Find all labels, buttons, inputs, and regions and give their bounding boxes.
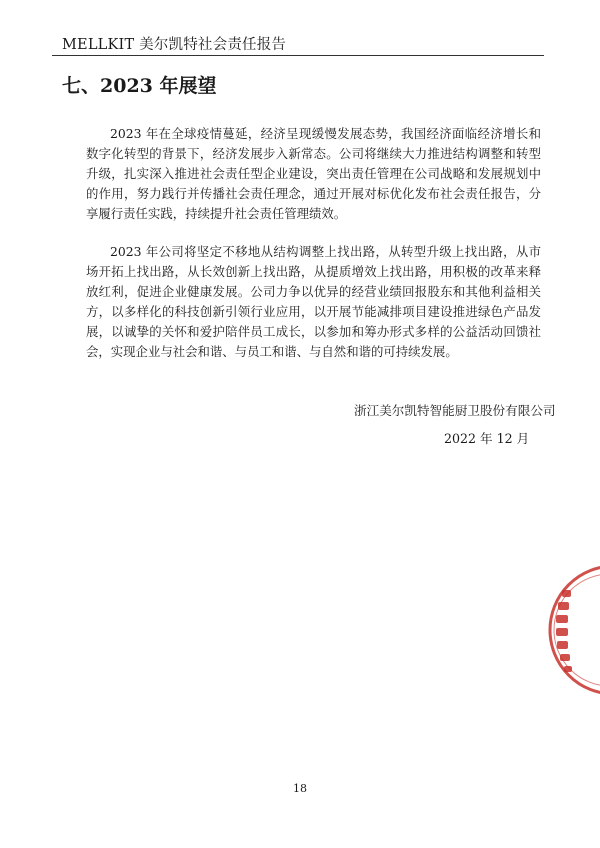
report-header: MELLKIT 美尔凯特社会责任报告 — [62, 37, 287, 53]
header-divider — [52, 55, 544, 56]
signature-company: 浙江美尔凯特智能厨卫股份有限公司 — [354, 403, 556, 418]
signature-date: 2022 年 12 月 — [444, 431, 530, 446]
section-title: 七、2023 年展望 — [62, 75, 217, 97]
company-seal-stamp — [544, 562, 600, 698]
paragraph-1: 2023 年在全球疫情蔓延，经济呈现缓慢发展态势，我国经济面临经济增长和数字化转型的背景下，经济发展步入新常态。公司将继续大力推进结构调整和转型升级，扎实深入推进社会责任型企业建设，突出责任管理在公司战略和发展规划中的作用，努力践行并传播社会责任理念，通过开展对标优化发布社会责任报告，分享履行责任实践，持续提升社会责任管理绩效。 — [86, 126, 541, 221]
paragraph-2: 2023 年公司将坚定不移地从结构调整上找出路，从转型升级上找出路，从市场开拓上找出路，从长效创新上找出路，从提质增效上找出路，用积极的改革来释放红利，促进企业健康发展。公司力争以优异的经营业绩回报股东和其他利益相关方，以多样化的科技创新引领行业应用，以开展节能减排项目建设推进绿色产品发展，以诚挚的关怀和爱护陪伴员工成长，以参加和筹办形式多样的公益活动回馈社会，实现企业与社会和谐、与员工和谐、与自然和谐的可持续发展。 — [86, 244, 541, 359]
page-number: 18 — [293, 782, 307, 795]
